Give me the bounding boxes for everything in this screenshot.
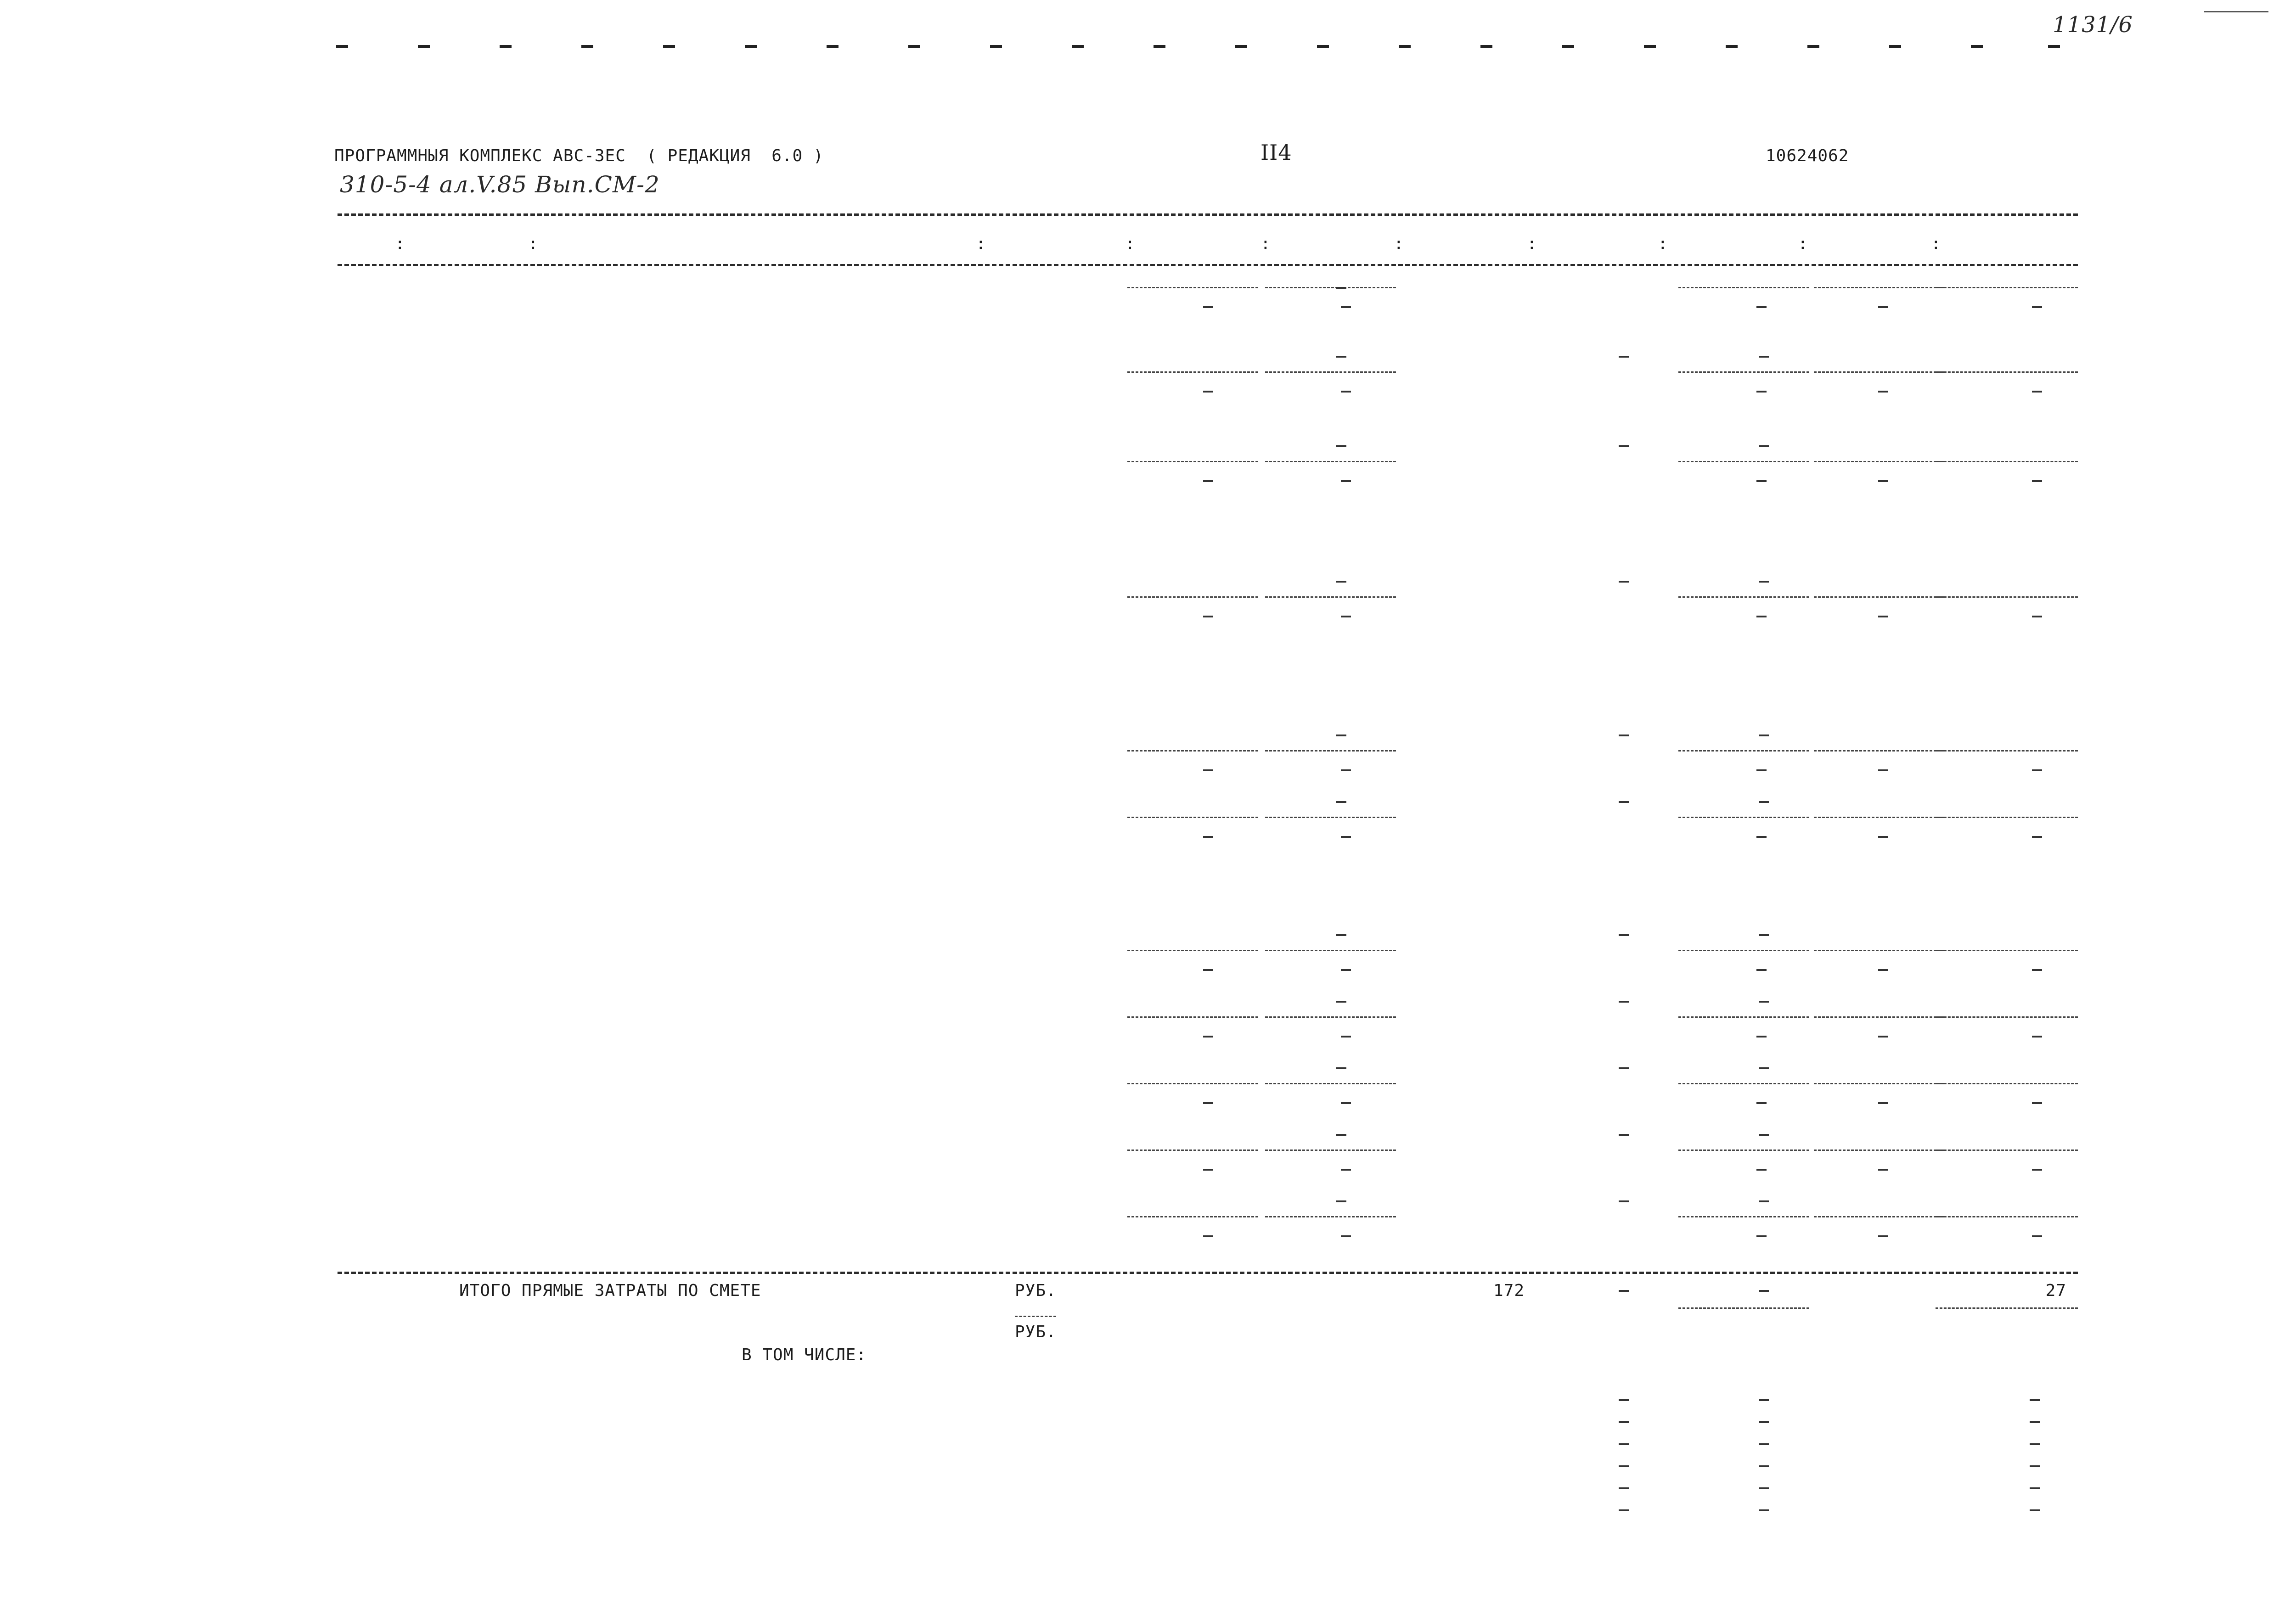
top-dash <box>1154 45 1165 48</box>
column-separator: : <box>1658 235 1668 253</box>
top-dash <box>745 45 757 48</box>
sub-rule <box>1127 1083 1258 1084</box>
empty-dash <box>1341 1235 1351 1237</box>
empty-dash <box>1336 1200 1346 1202</box>
empty-dash <box>1878 480 1888 482</box>
sub-rule <box>1678 750 1809 751</box>
empty-dash <box>1759 1443 1769 1445</box>
empty-dash <box>2030 1443 2040 1445</box>
empty-dash <box>1759 1134 1769 1136</box>
empty-dash <box>2032 480 2042 482</box>
empty-dash <box>1756 1169 1767 1171</box>
sub-rule <box>1936 1307 2078 1309</box>
top-dash <box>1399 45 1411 48</box>
direct-costs-col7: 172 <box>1493 1281 1525 1300</box>
sub-rule <box>1127 950 1258 951</box>
top-dash <box>663 45 675 48</box>
empty-dash <box>1336 1067 1346 1069</box>
sub-rule <box>1127 1216 1258 1217</box>
empty-dash <box>2032 1102 2042 1104</box>
empty-dash <box>1756 391 1767 393</box>
empty-dash <box>1759 1290 1769 1292</box>
sub-rule <box>1265 817 1396 818</box>
direct-costs-label: ИТОГО ПРЯМЫЕ ЗАТРАТЫ ПО СМЕТЕ <box>459 1281 761 1300</box>
empty-dash <box>1756 306 1767 308</box>
sub-rule <box>1265 1216 1396 1217</box>
empty-dash <box>1878 1235 1888 1237</box>
empty-dash <box>2030 1421 2040 1423</box>
top-dash <box>990 45 1002 48</box>
empty-dash <box>1759 1487 1769 1489</box>
empty-dash <box>1756 616 1767 617</box>
empty-dash <box>1619 801 1629 803</box>
sub-rule <box>1678 596 1809 598</box>
sub-rule <box>1936 1150 2078 1151</box>
sub-rule <box>1265 461 1396 462</box>
empty-dash <box>2032 969 2042 971</box>
sub-rule <box>1814 1016 1945 1018</box>
sub-rule <box>1814 1150 1945 1151</box>
corner-handwritten-mark: 1131/6 <box>2053 12 2133 38</box>
table-end-rule <box>338 1272 2078 1274</box>
sub-rule <box>1678 950 1809 951</box>
top-dash <box>581 45 593 48</box>
empty-dash <box>2032 1235 2042 1237</box>
empty-dash <box>1619 1487 1629 1489</box>
empty-dash <box>1619 356 1629 358</box>
empty-dash <box>1619 735 1629 736</box>
empty-dash <box>1203 306 1213 308</box>
sub-rule <box>1814 287 1945 288</box>
direct-costs-unit: РУБ. <box>1015 1281 1057 1300</box>
sub-rule <box>1265 1150 1396 1151</box>
sub-rule <box>1936 750 2078 751</box>
empty-dash <box>1341 1036 1351 1037</box>
top-dash <box>827 45 838 48</box>
column-separator: : <box>395 235 405 253</box>
empty-dash <box>1759 1200 1769 1202</box>
top-dash <box>1562 45 1574 48</box>
corner-line <box>2204 11 2268 12</box>
column-separator: : <box>1261 235 1271 253</box>
empty-dash <box>1878 1036 1888 1037</box>
empty-dash <box>1878 306 1888 308</box>
empty-dash <box>1336 934 1346 936</box>
sub-rule <box>1265 950 1396 951</box>
sub-rule <box>1678 1150 1809 1151</box>
empty-dash <box>1759 1465 1769 1467</box>
empty-dash <box>2032 306 2042 308</box>
empty-dash <box>1336 287 1346 289</box>
empty-dash <box>1759 1067 1769 1069</box>
empty-dash <box>1619 1001 1629 1003</box>
empty-dash <box>1759 735 1769 736</box>
empty-dash <box>1341 769 1351 771</box>
empty-dash <box>1878 1169 1888 1171</box>
empty-dash <box>1878 616 1888 617</box>
empty-dash <box>1203 969 1213 971</box>
column-separator: : <box>1798 235 1808 253</box>
empty-dash <box>1341 969 1351 971</box>
empty-dash <box>1756 1102 1767 1104</box>
empty-dash <box>1203 836 1213 838</box>
sub-rule <box>1814 461 1945 462</box>
program-title: ПРОГРАММНЫЯ КОМПЛЕКС АВС-3ЕС ( РЕДАКЦИЯ 6.0 ) <box>334 146 824 165</box>
empty-dash <box>2032 836 2042 838</box>
empty-dash <box>1341 480 1351 482</box>
sub-rule <box>1127 287 1258 288</box>
sub-rule <box>1265 596 1396 598</box>
empty-dash <box>1756 769 1767 771</box>
empty-dash <box>1336 1001 1346 1003</box>
page-number: II4 <box>1261 140 1292 165</box>
empty-dash <box>1759 1001 1769 1003</box>
empty-dash <box>1759 934 1769 936</box>
sub-rule <box>1127 371 1258 373</box>
empty-dash <box>1619 1134 1629 1136</box>
empty-dash <box>1203 1235 1213 1237</box>
sub-rule <box>1936 287 2078 288</box>
empty-dash <box>1756 480 1767 482</box>
top-dash <box>1726 45 1738 48</box>
empty-dash <box>1619 934 1629 936</box>
empty-dash <box>2032 616 2042 617</box>
column-separator: : <box>528 235 539 253</box>
column-separator: : <box>1394 235 1404 253</box>
sub-rule <box>1678 1083 1809 1084</box>
empty-dash <box>1759 356 1769 358</box>
sub-rule <box>1936 371 2078 373</box>
empty-dash <box>1759 581 1769 583</box>
sub-rule <box>1936 461 2078 462</box>
empty-dash <box>1756 1235 1767 1237</box>
column-separator: : <box>1125 235 1136 253</box>
empty-dash <box>1759 1421 1769 1423</box>
column-separator: : <box>1931 235 1941 253</box>
sub-rule <box>1936 1016 2078 1018</box>
sub-rule <box>1127 1150 1258 1151</box>
empty-dash <box>1336 581 1346 583</box>
sub-rule <box>1936 950 2078 951</box>
sub-rule <box>1127 1016 1258 1018</box>
empty-dash <box>1878 1102 1888 1104</box>
empty-dash <box>1203 391 1213 393</box>
empty-dash <box>1756 969 1767 971</box>
sub-rule <box>1678 371 1809 373</box>
sub-rule <box>1936 1216 2078 1217</box>
empty-dash <box>1619 1509 1629 1511</box>
sub-rule <box>1127 817 1258 818</box>
including-label: В ТОМ ЧИСЛЕ: <box>742 1346 867 1364</box>
empty-dash <box>1759 445 1769 447</box>
sub-rule <box>1814 596 1945 598</box>
top-dash <box>1807 45 1819 48</box>
top-dash <box>1072 45 1084 48</box>
empty-dash <box>1203 1036 1213 1037</box>
sub-rule <box>1015 1316 1056 1317</box>
empty-dash <box>1619 445 1629 447</box>
empty-dash <box>1759 801 1769 803</box>
empty-dash <box>1203 769 1213 771</box>
top-dash <box>1235 45 1247 48</box>
empty-dash <box>1619 1465 1629 1467</box>
sub-rule <box>1678 1216 1809 1217</box>
empty-dash <box>1759 1509 1769 1511</box>
empty-dash <box>1619 1067 1629 1069</box>
empty-dash <box>1878 969 1888 971</box>
document-code: 10624062 <box>1766 146 1849 165</box>
empty-dash <box>2030 1465 2040 1467</box>
top-dash <box>1889 45 1901 48</box>
sub-rule <box>1265 1083 1396 1084</box>
header-rule-top <box>338 213 2078 216</box>
empty-dash <box>1336 356 1346 358</box>
sub-rule <box>1814 950 1945 951</box>
direct-costs-col11: 27 <box>2045 1281 2066 1300</box>
column-separator: : <box>976 235 986 253</box>
empty-dash <box>1619 1399 1629 1401</box>
sub-rule <box>1678 1307 1809 1309</box>
top-dash <box>2048 45 2060 48</box>
empty-dash <box>1756 836 1767 838</box>
empty-dash <box>1341 1102 1351 1104</box>
sub-rule <box>1678 287 1809 288</box>
top-dash <box>1971 45 1983 48</box>
empty-dash <box>1336 735 1346 736</box>
empty-dash <box>2030 1399 2040 1401</box>
rub-unit-2: РУБ. <box>1015 1323 1057 1341</box>
empty-dash <box>1336 801 1346 803</box>
empty-dash <box>2032 1169 2042 1171</box>
empty-dash <box>1341 836 1351 838</box>
sub-rule <box>1678 461 1809 462</box>
empty-dash <box>1336 1134 1346 1136</box>
sub-rule <box>1127 461 1258 462</box>
header-rule-bottom <box>338 264 2078 266</box>
sub-rule <box>1265 287 1396 288</box>
empty-dash <box>1759 1399 1769 1401</box>
top-dash <box>418 45 430 48</box>
empty-dash <box>1619 1200 1629 1202</box>
empty-dash <box>1878 769 1888 771</box>
empty-dash <box>1878 836 1888 838</box>
empty-dash <box>1619 1421 1629 1423</box>
empty-dash <box>1878 391 1888 393</box>
sub-rule <box>1678 1016 1809 1018</box>
empty-dash <box>1341 1169 1351 1171</box>
sub-rule <box>1936 817 2078 818</box>
top-dash <box>1317 45 1329 48</box>
empty-dash <box>1619 581 1629 583</box>
empty-dash <box>2030 1509 2040 1511</box>
empty-dash <box>1203 1102 1213 1104</box>
sub-rule <box>1265 750 1396 751</box>
handwritten-reference: 310-5-4 ал.V.85 Вып.СМ-2 <box>340 171 660 198</box>
empty-dash <box>1203 1169 1213 1171</box>
sub-rule <box>1936 596 2078 598</box>
sub-rule <box>1814 817 1945 818</box>
empty-dash <box>1336 445 1346 447</box>
sub-rule <box>1127 750 1258 751</box>
empty-dash <box>2032 1036 2042 1037</box>
empty-dash <box>1619 1290 1629 1292</box>
empty-dash <box>2030 1487 2040 1489</box>
top-dash <box>1644 45 1656 48</box>
top-dash <box>908 45 920 48</box>
column-separator: : <box>1527 235 1537 253</box>
empty-dash <box>2032 769 2042 771</box>
sub-rule <box>1814 750 1945 751</box>
sub-rule <box>1127 596 1258 598</box>
empty-dash <box>2032 391 2042 393</box>
empty-dash <box>1203 480 1213 482</box>
sub-rule <box>1265 371 1396 373</box>
empty-dash <box>1341 306 1351 308</box>
empty-dash <box>1756 1036 1767 1037</box>
empty-dash <box>1341 616 1351 617</box>
sub-rule <box>1814 371 1945 373</box>
sub-rule <box>1936 1083 2078 1084</box>
sub-rule <box>1678 817 1809 818</box>
sub-rule <box>1814 1083 1945 1084</box>
top-dash <box>500 45 512 48</box>
sub-rule <box>1265 1016 1396 1018</box>
empty-dash <box>1203 616 1213 617</box>
empty-dash <box>1619 1443 1629 1445</box>
top-dash <box>1480 45 1492 48</box>
sub-rule <box>1814 1216 1945 1217</box>
empty-dash <box>1341 391 1351 393</box>
top-dash <box>336 45 348 48</box>
